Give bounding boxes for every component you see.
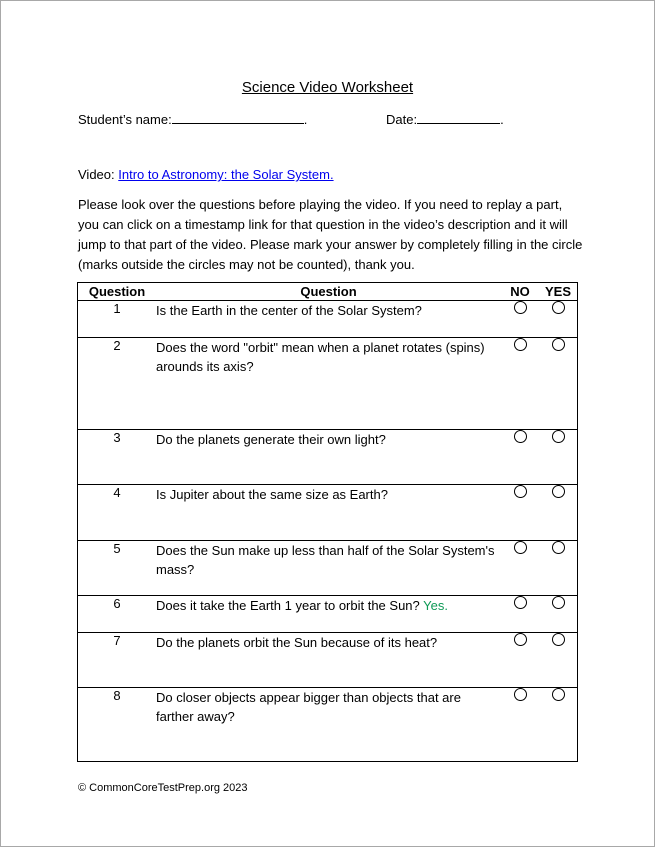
- no-option: [501, 430, 539, 485]
- yes-bubble-circle-icon[interactable]: [552, 430, 565, 443]
- no-option: [501, 338, 539, 430]
- question-text: Is Jupiter about the same size as Earth?: [156, 487, 388, 502]
- table-row: [78, 485, 578, 541]
- questions-table: [77, 282, 578, 762]
- no-bubble-circle-icon[interactable]: [514, 301, 527, 314]
- yes-bubble-circle-icon[interactable]: [552, 301, 565, 314]
- question-number: 6: [78, 596, 157, 633]
- question-number: 1: [78, 301, 157, 338]
- student-name-label: Student’s name:: [78, 112, 172, 127]
- question-number: 2: [78, 338, 157, 430]
- question-number: 4: [78, 485, 157, 541]
- no-bubble-circle-icon[interactable]: [514, 596, 527, 609]
- no-bubble-circle-icon[interactable]: [514, 688, 527, 701]
- video-label: Video:: [78, 167, 115, 182]
- question-number: 5: [78, 541, 157, 596]
- no-option: [501, 301, 539, 338]
- student-name-blank[interactable]: [172, 110, 304, 124]
- question-number: 7: [78, 633, 157, 688]
- question-cell: [156, 688, 501, 762]
- yes-option: [539, 338, 578, 430]
- question-text: Is the Earth in the center of the Solar System?: [156, 303, 422, 318]
- question-cell: [156, 596, 501, 633]
- no-bubble-circle-icon[interactable]: [514, 430, 527, 443]
- student-name-period: .: [303, 112, 308, 127]
- question-text: Does the word "orbit" mean when a planet rotates (spins) arounds its axis?: [156, 340, 485, 374]
- yes-option: [539, 633, 578, 688]
- table-row: [78, 541, 578, 596]
- yes-option: [539, 688, 578, 762]
- instructions-text: Please look over the questions before playing the video. If you need to replay a part, you can click on a timestamp link for that question in the video’s description and it will jump to that part of the video. Please mark your answer by completely filling in the circle (marks outside the circles may not be counted), thank you.: [78, 197, 583, 272]
- yes-option: [539, 596, 578, 633]
- worksheet-title: Science Video Worksheet: [241, 79, 414, 96]
- yes-option: [539, 485, 578, 541]
- table-row: [78, 301, 578, 338]
- date-label: Date:: [386, 112, 418, 127]
- yes-option: [539, 301, 578, 338]
- student-name-field[interactable]: [78, 110, 307, 127]
- yes-bubble-circle-icon[interactable]: [552, 485, 565, 498]
- yes-bubble-circle-icon[interactable]: [552, 633, 565, 646]
- table-row: [78, 596, 578, 633]
- question-text: Does it take the Earth 1 year to orbit the Sun?: [156, 598, 420, 613]
- no-bubble-circle-icon[interactable]: [514, 338, 527, 351]
- question-text: Does the Sun make up less than half of the Solar System's mass?: [156, 543, 495, 577]
- yes-option: [539, 541, 578, 596]
- no-option: [501, 633, 539, 688]
- yes-bubble-circle-icon[interactable]: [552, 596, 565, 609]
- no-option: [501, 596, 539, 633]
- answer-note: Yes.: [423, 598, 448, 613]
- no-bubble-circle-icon[interactable]: [514, 541, 527, 554]
- table-header-row: [78, 283, 578, 301]
- table-row: [78, 338, 578, 430]
- question-number: 3: [78, 430, 157, 485]
- header-yes: YES: [539, 283, 578, 301]
- question-cell: [156, 301, 501, 338]
- table-row: [78, 633, 578, 688]
- no-option: [501, 688, 539, 762]
- table-row: [78, 688, 578, 762]
- question-cell: [156, 485, 501, 541]
- question-cell: [156, 633, 501, 688]
- date-blank[interactable]: [417, 110, 500, 124]
- question-number: 8: [78, 688, 157, 762]
- question-cell: [156, 541, 501, 596]
- copyright-footer: © CommonCoreTestPrep.org 2023: [78, 782, 248, 794]
- yes-option: [539, 430, 578, 485]
- header-question-number: Question: [78, 283, 157, 301]
- question-text: Do the planets generate their own light?: [156, 432, 386, 447]
- no-option: [501, 541, 539, 596]
- question-text: Do the planets orbit the Sun because of its heat?: [156, 635, 438, 650]
- table-row: [78, 430, 578, 485]
- date-field[interactable]: [386, 110, 504, 127]
- question-cell: [156, 430, 501, 485]
- header-question-text: Question: [156, 283, 501, 301]
- header-no: NO: [501, 283, 539, 301]
- date-period: .: [500, 112, 504, 127]
- yes-bubble-circle-icon[interactable]: [552, 541, 565, 554]
- question-cell: [156, 338, 501, 430]
- yes-bubble-circle-icon[interactable]: [552, 688, 565, 701]
- yes-bubble-circle-icon[interactable]: [552, 338, 565, 351]
- no-bubble-circle-icon[interactable]: [514, 633, 527, 646]
- video-link[interactable]: Intro to Astronomy: the Solar System.: [118, 167, 334, 182]
- no-bubble-circle-icon[interactable]: [514, 485, 527, 498]
- video-line: [78, 167, 334, 182]
- no-option: [501, 485, 539, 541]
- question-text: Do closer objects appear bigger than objects that are farther away?: [156, 690, 461, 724]
